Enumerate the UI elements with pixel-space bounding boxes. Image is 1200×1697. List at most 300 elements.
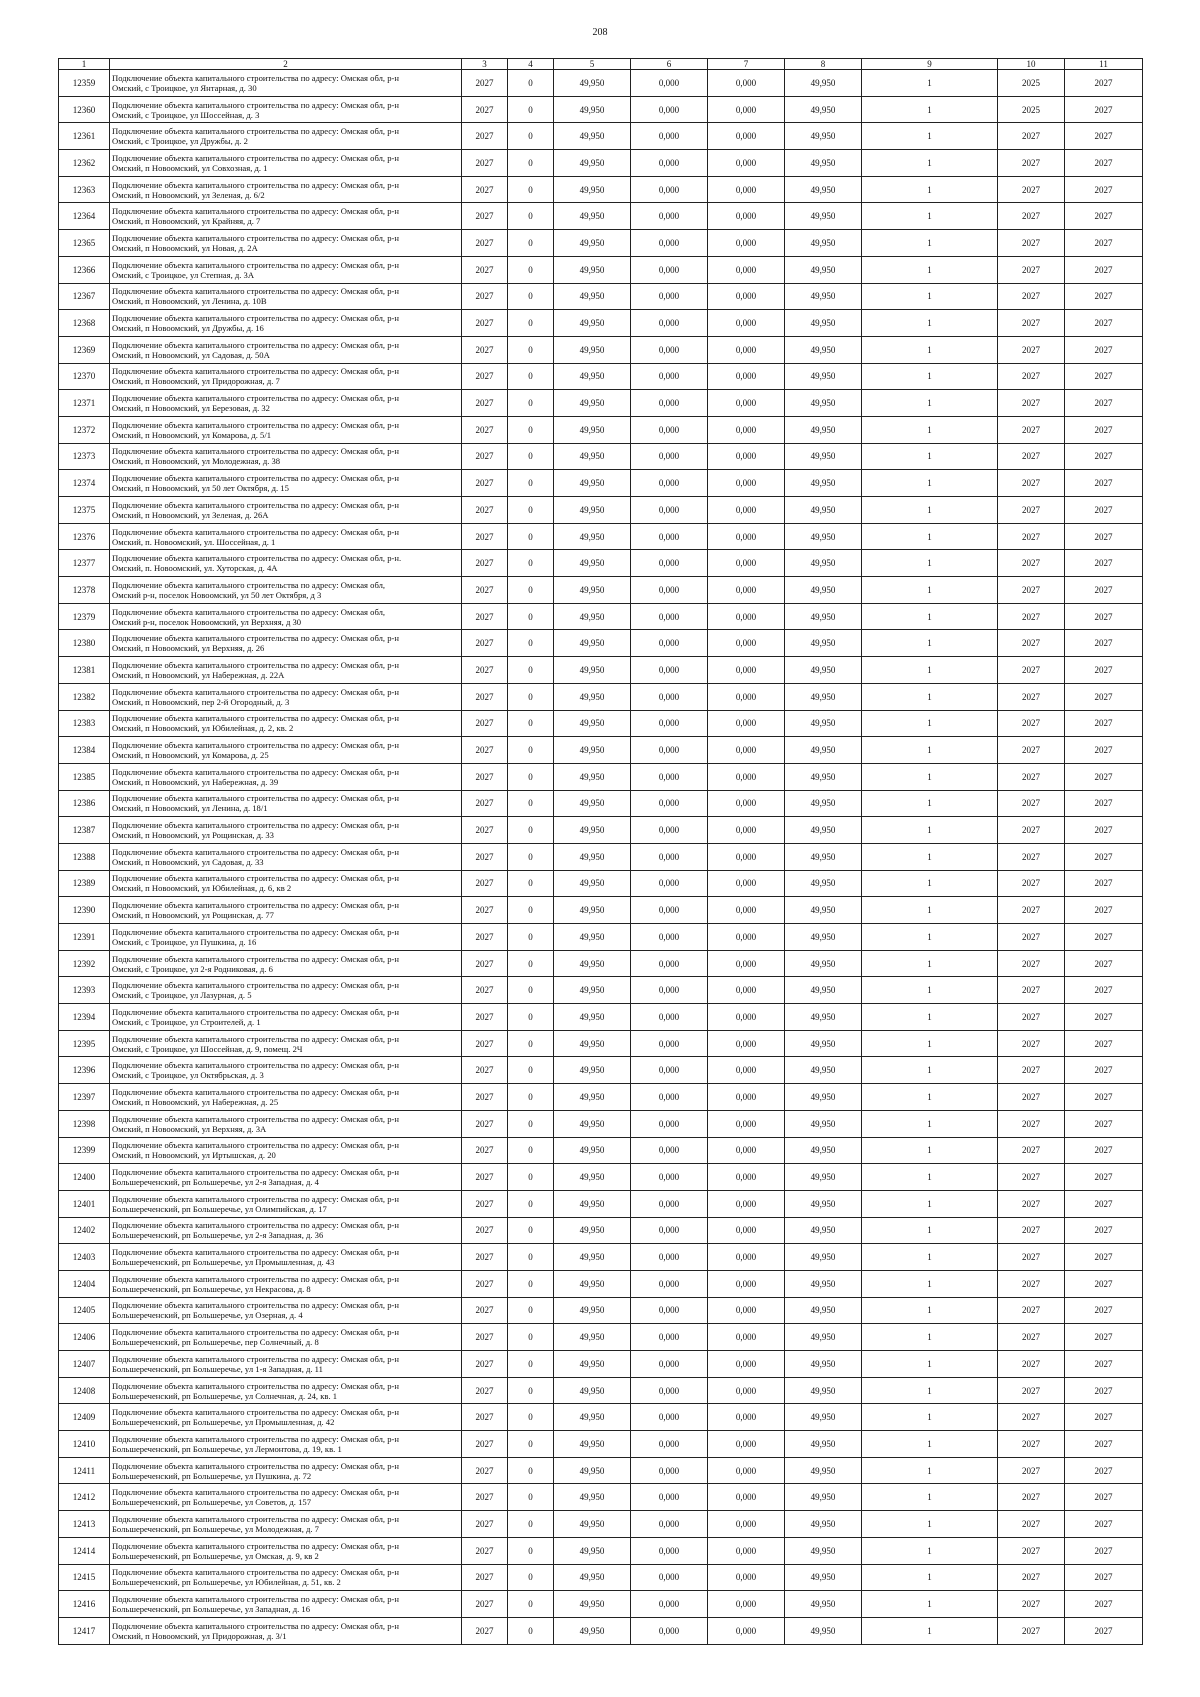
cell-col-4: 0 [508, 550, 554, 577]
cell-col-5: 49,950 [554, 1270, 631, 1297]
cell-col-7: 0,000 [708, 1617, 785, 1644]
row-number: 12402 [59, 1217, 110, 1244]
cell-col-4: 0 [508, 1217, 554, 1244]
table-row [59, 577, 1143, 604]
cell-col-5: 49,950 [554, 817, 631, 844]
cell-col-10: 2027 [998, 203, 1065, 230]
cell-col-9: 1 [862, 1351, 998, 1378]
cell-col-3: 2027 [462, 790, 508, 817]
cell-col-4: 0 [508, 817, 554, 844]
cell-col-4: 0 [508, 1030, 554, 1057]
object-description [110, 1004, 462, 1031]
cell-col-8: 49,950 [785, 1351, 862, 1378]
description-line-2: Омский, п Новоомский, ул Зеленая, д. 6/2 [112, 189, 265, 200]
description-line-1: Подключение объекта капитального строительства по адресу: Омская обл, р-н [112, 1487, 399, 1498]
cell-col-3: 2027 [462, 96, 508, 123]
cell-col-7: 0,000 [708, 1351, 785, 1378]
object-description [110, 230, 462, 257]
table-row [59, 176, 1143, 203]
cell-col-3: 2027 [462, 950, 508, 977]
table-row [59, 1164, 1143, 1191]
description-line-2: Омский, с Троицкое, ул Шоссейная, д. 3 [112, 109, 260, 120]
cell-col-6: 0,000 [631, 203, 708, 230]
object-description [110, 1110, 462, 1137]
cell-col-8: 49,950 [785, 1404, 862, 1431]
cell-col-4: 0 [508, 176, 554, 203]
cell-col-8: 49,950 [785, 363, 862, 390]
description-line-2: Омский, с Троицкое, ул Янтарная, д. 30 [112, 82, 257, 93]
cell-col-4: 0 [508, 843, 554, 870]
cell-col-9: 1 [862, 683, 998, 710]
cell-col-10: 2027 [998, 1164, 1065, 1191]
cell-col-9: 1 [862, 1591, 998, 1618]
object-description [110, 977, 462, 1004]
cell-col-3: 2027 [462, 1484, 508, 1511]
cell-col-8: 49,950 [785, 897, 862, 924]
cell-col-10: 2027 [998, 1137, 1065, 1164]
cell-col-5: 49,950 [554, 1110, 631, 1137]
description-line-2: Омский, п Новоомский, ул Набережная, д. 25 [112, 1096, 279, 1107]
description-line-2: Омский, п Новоомский, ул 50 лет Октября, д. 15 [112, 483, 289, 494]
cell-col-3: 2027 [462, 870, 508, 897]
cell-col-4: 0 [508, 1297, 554, 1324]
description-line-1: Подключение объекта капитального строительства по адресу: Омская обл, р-н [112, 793, 399, 804]
cell-col-10: 2027 [998, 283, 1065, 310]
row-number: 12375 [59, 497, 110, 524]
cell-col-6: 0,000 [631, 950, 708, 977]
description-line-1: Подключение объекта капитального строительства по адресу: Омская обл, р-н [112, 766, 399, 777]
description-line-1: Подключение объекта капитального строительства по адресу: Омская обл, р-н [112, 1540, 399, 1551]
object-description [110, 416, 462, 443]
cell-col-10: 2027 [998, 176, 1065, 203]
cell-col-6: 0,000 [631, 1244, 708, 1271]
object-description [110, 630, 462, 657]
cell-col-5: 49,950 [554, 977, 631, 1004]
object-description [110, 577, 462, 604]
cell-col-10: 2027 [998, 950, 1065, 977]
description-line-2: Большереченский, рп Большеречье, ул 2-я Западная, д. 36 [112, 1230, 324, 1241]
description-line-2: Омский, п Новоомский, ул Юбилейная, д. 6, кв 2 [112, 883, 292, 894]
description-line-2: Омский, п Новоомский, ул Совхозная, д. 1 [112, 162, 268, 173]
description-line-2: Омский р-н, поселок Новоомский, ул 50 лет Октября, д 3 [112, 589, 322, 600]
description-line-2: Большереченский, рп Большеречье, ул Юбилейная, д. 51, кв. 2 [112, 1577, 341, 1588]
description-line-2: Омский, п Новоомский, ул Новая, д. 2А [112, 242, 258, 253]
cell-col-9: 1 [862, 1084, 998, 1111]
description-line-1: Подключение объекта капитального строительства по адресу: Омская обл, р-н [112, 259, 399, 270]
cell-col-11: 2027 [1065, 96, 1143, 123]
cell-col-7: 0,000 [708, 336, 785, 363]
cell-col-10: 2027 [998, 683, 1065, 710]
cell-col-10: 2027 [998, 390, 1065, 417]
cell-col-9: 1 [862, 310, 998, 337]
cell-col-11: 2027 [1065, 763, 1143, 790]
cell-col-11: 2027 [1065, 1004, 1143, 1031]
cell-col-6: 0,000 [631, 1110, 708, 1137]
cell-col-7: 0,000 [708, 897, 785, 924]
cell-col-6: 0,000 [631, 630, 708, 657]
cell-col-6: 0,000 [631, 497, 708, 524]
row-number: 12392 [59, 950, 110, 977]
cell-col-11: 2027 [1065, 1537, 1143, 1564]
description-line-2: Омский, с Троицкое, ул Степная, д. 3А [112, 269, 255, 280]
table-row [59, 630, 1143, 657]
cell-col-9: 1 [862, 1431, 998, 1458]
cell-col-7: 0,000 [708, 1377, 785, 1404]
cell-col-10: 2027 [998, 977, 1065, 1004]
table-row [59, 230, 1143, 257]
table-row [59, 256, 1143, 283]
cell-col-7: 0,000 [708, 1057, 785, 1084]
cell-col-8: 49,950 [785, 870, 862, 897]
cell-col-8: 49,950 [785, 737, 862, 764]
cell-col-8: 49,950 [785, 790, 862, 817]
description-line-1: Подключение объекта капитального строительства по адресу: Омская обл, р-н [112, 1167, 399, 1178]
cell-col-8: 49,950 [785, 1591, 862, 1618]
cell-col-4: 0 [508, 977, 554, 1004]
object-description [110, 336, 462, 363]
cell-col-6: 0,000 [631, 1431, 708, 1458]
table-row [59, 763, 1143, 790]
cell-col-6: 0,000 [631, 870, 708, 897]
description-line-2: Омский, п Новоомский, ул Комарова, д. 5/1 [112, 429, 272, 440]
description-line-2: Омский, п Новоомский, ул Придорожная, д. 7 [112, 376, 280, 387]
cell-col-6: 0,000 [631, 150, 708, 177]
cell-col-6: 0,000 [631, 1377, 708, 1404]
cell-col-11: 2027 [1065, 1351, 1143, 1378]
cell-col-5: 49,950 [554, 1564, 631, 1591]
table-row [59, 1057, 1143, 1084]
cell-col-8: 49,950 [785, 950, 862, 977]
cell-col-6: 0,000 [631, 1270, 708, 1297]
cell-col-9: 1 [862, 763, 998, 790]
object-description [110, 363, 462, 390]
cell-col-7: 0,000 [708, 1511, 785, 1538]
cell-col-9: 1 [862, 123, 998, 150]
cell-col-3: 2027 [462, 1084, 508, 1111]
cell-col-7: 0,000 [708, 1404, 785, 1431]
cell-col-11: 2027 [1065, 1137, 1143, 1164]
cell-col-10: 2027 [998, 150, 1065, 177]
cell-col-4: 0 [508, 763, 554, 790]
table-row [59, 70, 1143, 97]
description-line-1: Подключение объекта капитального строительства по адресу: Омская обл, р-н [112, 1140, 399, 1151]
cell-col-4: 0 [508, 70, 554, 97]
object-description [110, 176, 462, 203]
cell-col-9: 1 [862, 1564, 998, 1591]
cell-col-7: 0,000 [708, 497, 785, 524]
object-description [110, 1431, 462, 1458]
row-number: 12390 [59, 897, 110, 924]
cell-col-9: 1 [862, 230, 998, 257]
description-line-2: Омский, п Новоомский, ул Молодежная, д. 38 [112, 456, 281, 467]
object-description [110, 737, 462, 764]
row-number: 12410 [59, 1431, 110, 1458]
cell-col-7: 0,000 [708, 1084, 785, 1111]
cell-col-8: 49,950 [785, 710, 862, 737]
cell-col-4: 0 [508, 710, 554, 737]
description-line-2: Большереченский, рп Большеречье, ул Молодежная, д. 7 [112, 1523, 319, 1534]
cell-col-8: 49,950 [785, 1377, 862, 1404]
cell-col-5: 49,950 [554, 1431, 631, 1458]
cell-col-8: 49,950 [785, 1190, 862, 1217]
cell-col-10: 2027 [998, 1297, 1065, 1324]
cell-col-11: 2027 [1065, 817, 1143, 844]
cell-col-10: 2027 [998, 523, 1065, 550]
object-description [110, 497, 462, 524]
cell-col-8: 49,950 [785, 1084, 862, 1111]
description-line-2: Омский, п Новоомский, ул Ленина, д. 18/1 [112, 803, 268, 814]
cell-col-10: 2027 [998, 443, 1065, 470]
object-description [110, 123, 462, 150]
table-row [59, 550, 1143, 577]
cell-col-3: 2027 [462, 203, 508, 230]
cell-col-6: 0,000 [631, 1004, 708, 1031]
cell-col-10: 2027 [998, 1324, 1065, 1351]
cell-col-5: 49,950 [554, 1591, 631, 1618]
object-description [110, 1537, 462, 1564]
row-number: 12369 [59, 336, 110, 363]
description-line-1: Подключение объекта капитального строительства по адресу: Омская обл, р-н [112, 980, 399, 991]
row-number: 12415 [59, 1564, 110, 1591]
cell-col-10: 2027 [998, 363, 1065, 390]
description-line-2: Большереченский, рп Большеречье, ул Лермонтова, д. 19, кв. 1 [112, 1443, 342, 1454]
cell-col-3: 2027 [462, 1617, 508, 1644]
row-number: 12381 [59, 657, 110, 684]
row-number: 12366 [59, 256, 110, 283]
cell-col-11: 2027 [1065, 523, 1143, 550]
description-line-1: Подключение объекта капитального строительства по адресу: Омская обл, р-н [112, 1353, 399, 1364]
cell-col-4: 0 [508, 1457, 554, 1484]
page-number: 208 [592, 27, 608, 38]
cell-col-5: 49,950 [554, 1137, 631, 1164]
description-line-2: Большереченский, рп Большеречье, ул Промышленная, д. 43 [112, 1257, 335, 1268]
description-line-2: Большереченский, рп Большеречье, ул Омская, д. 9, кв 2 [112, 1550, 319, 1561]
cell-col-5: 49,950 [554, 950, 631, 977]
row-number: 12395 [59, 1030, 110, 1057]
cell-col-10: 2027 [998, 1270, 1065, 1297]
description-line-2: Большереченский, рп Большеречье, ул Олимпийская, д. 17 [112, 1203, 327, 1214]
table-row [59, 1244, 1143, 1271]
table-row [59, 977, 1143, 1004]
table-row [59, 924, 1143, 951]
cell-col-11: 2027 [1065, 176, 1143, 203]
table-row [59, 1110, 1143, 1137]
description-line-1: Подключение объекта капитального строительства по адресу: Омская обл, р-н [112, 232, 399, 243]
cell-col-9: 1 [862, 1511, 998, 1538]
object-description [110, 843, 462, 870]
object-description [110, 1324, 462, 1351]
cell-col-9: 1 [862, 1297, 998, 1324]
cell-col-6: 0,000 [631, 336, 708, 363]
table-row [59, 1217, 1143, 1244]
description-line-2: Большереченский, рп Большеречье, ул Западная, д. 16 [112, 1604, 310, 1615]
cell-col-8: 49,950 [785, 630, 862, 657]
cell-col-5: 49,950 [554, 497, 631, 524]
cell-col-3: 2027 [462, 123, 508, 150]
description-line-1: Подключение объекта капитального строительства по адресу: Омская обл, р-н [112, 179, 399, 190]
cell-col-7: 0,000 [708, 977, 785, 1004]
cell-col-11: 2027 [1065, 790, 1143, 817]
cell-col-5: 49,950 [554, 1057, 631, 1084]
cell-col-11: 2027 [1065, 416, 1143, 443]
object-description [110, 1137, 462, 1164]
cell-col-6: 0,000 [631, 230, 708, 257]
table-row [59, 1297, 1143, 1324]
cell-col-10: 2027 [998, 737, 1065, 764]
table-row [59, 336, 1143, 363]
description-line-1: Подключение объекта капитального строительства по адресу: Омская обл, р-н [112, 953, 399, 964]
row-number: 12412 [59, 1484, 110, 1511]
cell-col-8: 49,950 [785, 1564, 862, 1591]
cell-col-3: 2027 [462, 1270, 508, 1297]
description-line-2: Омский, п Новоомский, ул Верхняя, д. 3А [112, 1123, 267, 1134]
cell-col-8: 49,950 [785, 763, 862, 790]
cell-col-10: 2027 [998, 897, 1065, 924]
object-description [110, 150, 462, 177]
cell-col-10: 2027 [998, 1484, 1065, 1511]
cell-col-9: 1 [862, 1270, 998, 1297]
cell-col-7: 0,000 [708, 577, 785, 604]
cell-col-5: 49,950 [554, 1377, 631, 1404]
row-number: 12359 [59, 70, 110, 97]
cell-col-4: 0 [508, 150, 554, 177]
cell-col-8: 49,950 [785, 1164, 862, 1191]
cell-col-11: 2027 [1065, 737, 1143, 764]
cell-col-6: 0,000 [631, 603, 708, 630]
cell-col-8: 49,950 [785, 470, 862, 497]
cell-col-9: 1 [862, 443, 998, 470]
cell-col-6: 0,000 [631, 683, 708, 710]
cell-col-7: 0,000 [708, 683, 785, 710]
cell-col-6: 0,000 [631, 1057, 708, 1084]
cell-col-10: 2027 [998, 470, 1065, 497]
table-row [59, 1030, 1143, 1057]
cell-col-6: 0,000 [631, 1137, 708, 1164]
cell-col-6: 0,000 [631, 550, 708, 577]
table-row [59, 603, 1143, 630]
cell-col-7: 0,000 [708, 737, 785, 764]
object-description [110, 470, 462, 497]
cell-col-10: 2027 [998, 230, 1065, 257]
cell-col-4: 0 [508, 790, 554, 817]
row-number: 12409 [59, 1404, 110, 1431]
cell-col-11: 2027 [1065, 603, 1143, 630]
object-description [110, 256, 462, 283]
cell-col-5: 49,950 [554, 176, 631, 203]
cell-col-3: 2027 [462, 1591, 508, 1618]
object-description [110, 817, 462, 844]
cell-col-5: 49,950 [554, 1537, 631, 1564]
cell-col-11: 2027 [1065, 1617, 1143, 1644]
cell-col-5: 49,950 [554, 790, 631, 817]
cell-col-6: 0,000 [631, 1297, 708, 1324]
description-line-1: Подключение объекта капитального строительства по адресу: Омская обл, р-н [112, 1513, 399, 1524]
description-line-1: Подключение объекта капитального строительства по адресу: Омская обл, р-н [112, 1006, 399, 1017]
cell-col-10: 2025 [998, 70, 1065, 97]
cell-col-9: 1 [862, 70, 998, 97]
column-header-6: 6 [631, 59, 708, 70]
cell-col-9: 1 [862, 1110, 998, 1137]
cell-col-4: 0 [508, 203, 554, 230]
cell-col-4: 0 [508, 1164, 554, 1191]
description-line-2: Омский, п Новоомский, ул Крайняя, д. 7 [112, 216, 261, 227]
description-line-1: Подключение объекта капитального строительства по адресу: Омская обл, р-н [112, 99, 399, 110]
cell-col-11: 2027 [1065, 1270, 1143, 1297]
cell-col-7: 0,000 [708, 1591, 785, 1618]
cell-col-8: 49,950 [785, 256, 862, 283]
cell-col-3: 2027 [462, 1324, 508, 1351]
cell-col-3: 2027 [462, 1110, 508, 1137]
cell-col-7: 0,000 [708, 1217, 785, 1244]
cell-col-10: 2027 [998, 123, 1065, 150]
cell-col-9: 1 [862, 390, 998, 417]
cell-col-9: 1 [862, 283, 998, 310]
table-row [59, 1084, 1143, 1111]
cell-col-7: 0,000 [708, 70, 785, 97]
cell-col-5: 49,950 [554, 443, 631, 470]
description-line-2: Омский, п Новоомский, ул Березовая, д. 32 [112, 403, 270, 414]
cell-col-8: 49,950 [785, 1297, 862, 1324]
description-line-1: Подключение объекта капитального строительства по адресу: Омская обл, р-н [112, 1247, 399, 1258]
description-line-1: Подключение объекта капитального строительства по адресу: Омская обл, р-н [112, 1086, 399, 1097]
cell-col-5: 49,950 [554, 577, 631, 604]
cell-col-4: 0 [508, 523, 554, 550]
object-description [110, 897, 462, 924]
cell-col-3: 2027 [462, 1351, 508, 1378]
cell-col-3: 2027 [462, 1537, 508, 1564]
cell-col-4: 0 [508, 363, 554, 390]
cell-col-5: 49,950 [554, 1511, 631, 1538]
cell-col-3: 2027 [462, 1164, 508, 1191]
row-number: 12361 [59, 123, 110, 150]
cell-col-8: 49,950 [785, 390, 862, 417]
cell-col-7: 0,000 [708, 390, 785, 417]
table-row [59, 497, 1143, 524]
cell-col-4: 0 [508, 870, 554, 897]
object-description [110, 790, 462, 817]
description-line-1: Подключение объекта капитального строительства по адресу: Омская обл, р-н [112, 1327, 399, 1338]
cell-col-9: 1 [862, 817, 998, 844]
cell-col-10: 2027 [998, 657, 1065, 684]
description-line-2: Омский, п Новоомский, ул Верхняя, д. 26 [112, 643, 265, 654]
cell-col-7: 0,000 [708, 1564, 785, 1591]
cell-col-6: 0,000 [631, 1537, 708, 1564]
cell-col-4: 0 [508, 683, 554, 710]
cell-col-9: 1 [862, 1137, 998, 1164]
cell-col-11: 2027 [1065, 1084, 1143, 1111]
cell-col-10: 2027 [998, 1351, 1065, 1378]
cell-col-11: 2027 [1065, 1244, 1143, 1271]
cell-col-6: 0,000 [631, 1217, 708, 1244]
cell-col-6: 0,000 [631, 1591, 708, 1618]
cell-col-3: 2027 [462, 363, 508, 390]
cell-col-8: 49,950 [785, 1511, 862, 1538]
cell-col-9: 1 [862, 897, 998, 924]
cell-col-10: 2027 [998, 336, 1065, 363]
cell-col-10: 2027 [998, 1591, 1065, 1618]
cell-col-11: 2027 [1065, 390, 1143, 417]
cell-col-7: 0,000 [708, 817, 785, 844]
cell-col-7: 0,000 [708, 230, 785, 257]
description-line-2: Большереченский, рп Большеречье, ул Озерная, д. 4 [112, 1310, 303, 1321]
description-line-1: Подключение объекта капитального строительства по адресу: Омская обл, р-н [112, 1460, 399, 1471]
cell-col-8: 49,950 [785, 1270, 862, 1297]
description-line-1: Подключение объекта капитального строительства по адресу: Омская обл, р-н [112, 659, 399, 670]
description-line-1: Подключение объекта капитального строительства по адресу: Омская обл, р-н [112, 1567, 399, 1578]
object-description [110, 1617, 462, 1644]
cell-col-3: 2027 [462, 977, 508, 1004]
table-row [59, 1484, 1143, 1511]
